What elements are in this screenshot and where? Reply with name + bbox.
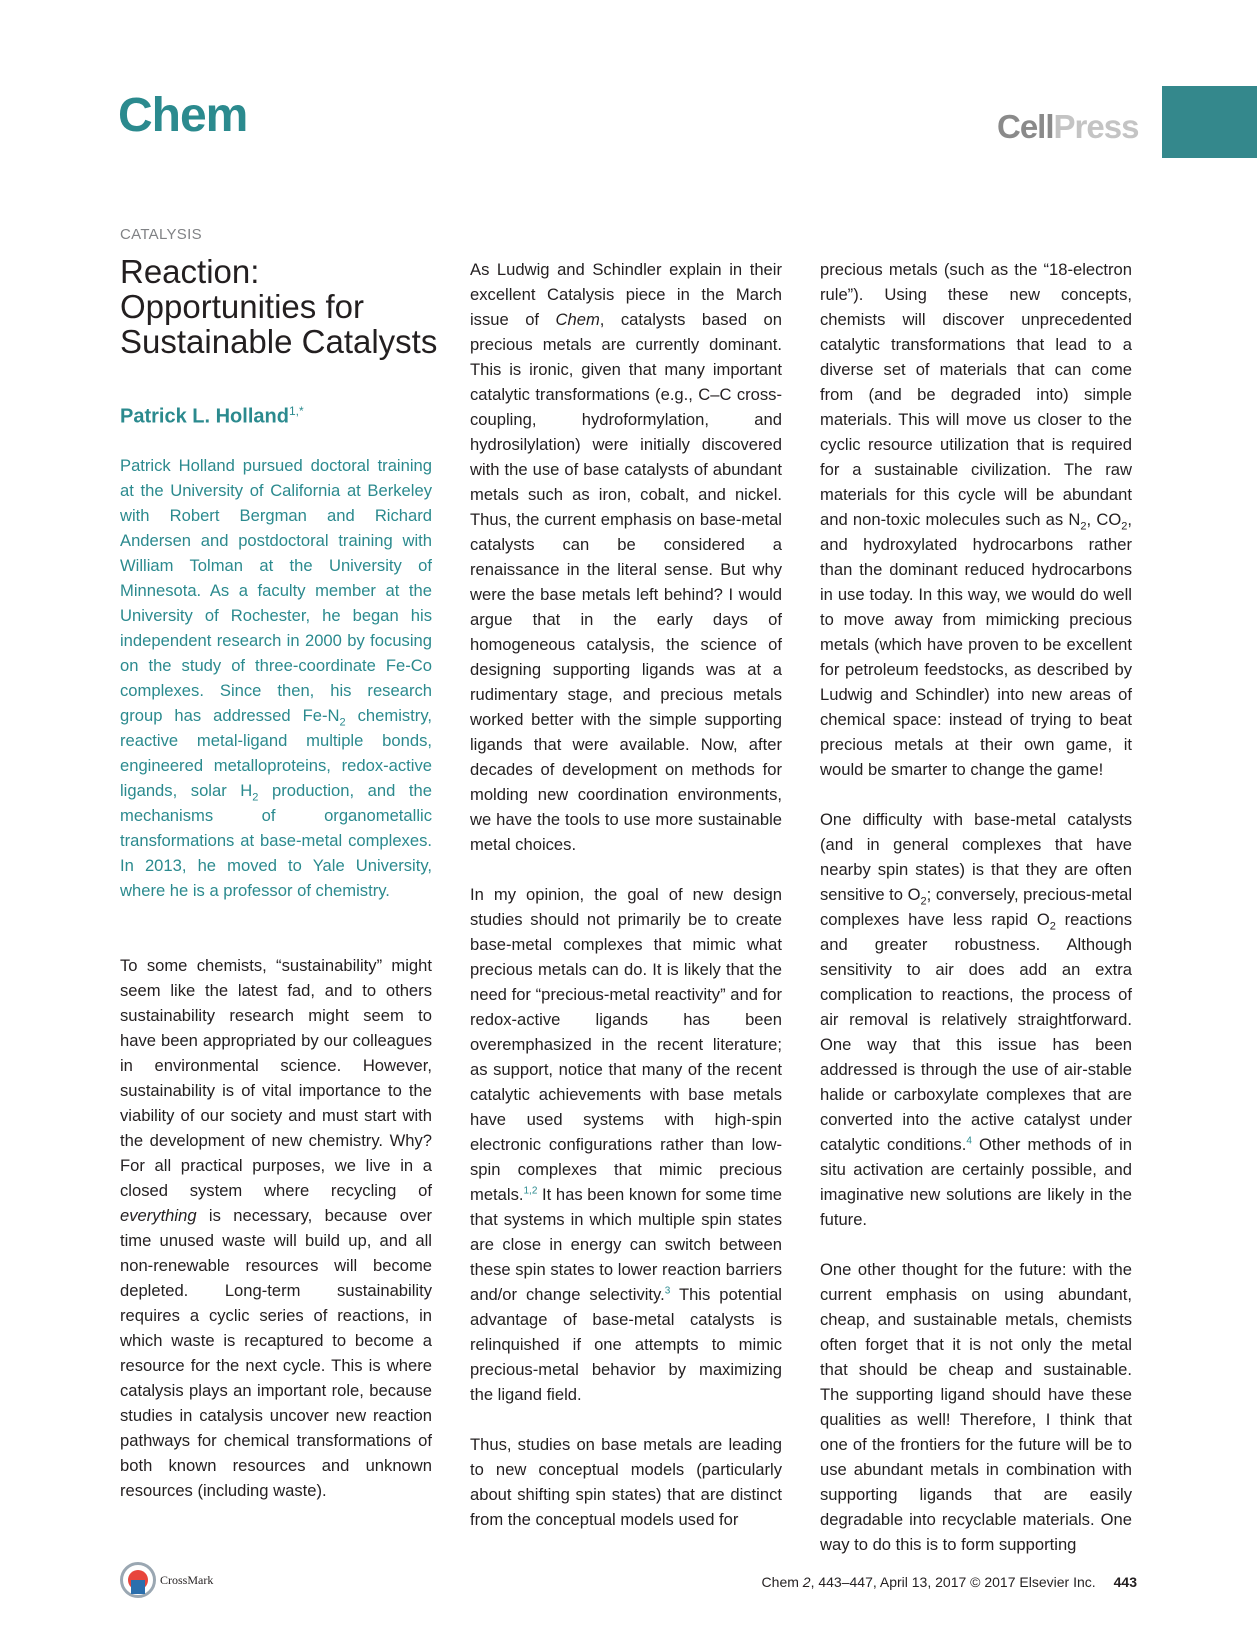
citation-pre: Chem bbox=[761, 1574, 803, 1590]
bio-part-1: Patrick Holland pursued doctoral training at the University of California at Berkeley with Robert Bergman and Richard Andersen and postdoctoral training with William Tolman at the University of Minnesota. As a faculty member at the University of Rochester, he began his independent research in 2000 by focusing on the study of three-coordinate Fe-Co complexes. Since then, his research group has addressed Fe-N bbox=[120, 456, 432, 725]
body-column-1 bbox=[120, 953, 432, 1503]
p5-text-c: , and hydroxylated hydrocarbons rather than the dominant reduced hydrocarbons in use today. In this way, we would do well to move away from mimicking precious metals (which have proven to be excellent for petroleum feedstocks, as described by Ludwig and Schindler) into new areas of chemical space: instead of trying to beat precious metals at their own game, it would be smarter to change the game! bbox=[820, 510, 1132, 779]
paragraph bbox=[470, 257, 782, 857]
paragraph bbox=[470, 882, 782, 1407]
p6-sub-2: 2 bbox=[1049, 920, 1056, 933]
paragraph bbox=[820, 257, 1132, 782]
crossmark-icon[interactable] bbox=[120, 1562, 156, 1598]
body-column-3 bbox=[820, 257, 1132, 1557]
article-title: Reaction: Opportunities for Sustainable Catalysts bbox=[120, 253, 438, 360]
reference-link[interactable]: 3 bbox=[664, 1285, 671, 1297]
paragraph bbox=[120, 953, 432, 1503]
page-footer bbox=[120, 1562, 1137, 1604]
p1-text-b: is necessary, because over time unused waste will build up, and all non-renewable resources will become depleted. Long-term sustainability requires a cyclic series of reactions, in which waste is recaptured to become a resource for the next cycle. This is where catalysis plays an important role, because studies in catalysis uncover new reaction pathways for chemical transformations of both known resources and unknown resources (including waste). bbox=[120, 1206, 432, 1500]
crossmark-label[interactable]: CrossMark bbox=[160, 1573, 214, 1587]
color-tab bbox=[1162, 86, 1257, 158]
p6-text-b: ; conversely, precious-metal complexes have less rapid O bbox=[820, 885, 1133, 929]
author-affiliation: 1,* bbox=[288, 404, 304, 418]
bio-part-2: chemistry, reactive metal-ligand multiple bonds, engineered metalloproteins, redox-active ligands, solar H bbox=[120, 706, 432, 800]
p6-text-c: reactions and greater robustness. Although sensitivity to air does add an extra complication to reactions, the process of air removal is relatively straightforward. One way that this issue has been addressed is through the use of air-stable halide or carboxylate complexes that are converted into the active catalyst under catalytic conditions. bbox=[820, 910, 1132, 1154]
p5-sub-2: 2 bbox=[1121, 520, 1128, 533]
p3-text-b: It has been known for some time that systems in which multiple spin states are close in energy can switch between these spin states to lower reaction barriers and/or change selectivity. bbox=[470, 1185, 782, 1304]
p1-text-a: To some chemists, “sustainability” might seem like the latest fad, and to others sustainability research might seem to have been appropriated by our colleagues in environmental science. However, sustainability is of vital importance to the viability of our society and must start with the development of new chemistry. Why? For all practical purposes, we live in a closed system where recycling of bbox=[120, 956, 432, 1200]
p2-text-a: As Ludwig and Schindler explain in their excellent Catalysis piece in the March issue of bbox=[470, 260, 782, 329]
author-bio bbox=[120, 453, 432, 903]
paragraph: Thus, studies on base metals are leading to new conceptual models (particularly about shifting spin states) that are distinct from the conceptual models used for bbox=[470, 1435, 782, 1529]
bio-sub-1: 2 bbox=[339, 716, 346, 729]
paragraph: One other thought for the future: with the current emphasis on using abundant, cheap, and sustainable metals, chemists often forget that it is not only the metal that should be cheap and sustainable. The supporting ligand should have these qualities as well! Therefore, I think that one of the frontiers for the future will be to use abundant metals in combination with supporting ligands that are easily degradable into recyclable materials. One way to do this is to form supporting bbox=[820, 1260, 1132, 1554]
bio-sub-2: 2 bbox=[252, 791, 259, 804]
author-name bbox=[120, 404, 304, 429]
reference-link[interactable]: 1,2 bbox=[523, 1185, 538, 1197]
p2-text-b: , catalysts based on precious metals are currently dominant. This is ironic, given that many important catalytic transformations (e.g., C–C cross-coupling, hydroformylation, and hydrosilylation) were initially discovered with the use of base catalysts of abundant metals such as iron, cobalt, and nickel. Thus, the current emphasis on base-metal catalysts can be considered a renaissance in the literal sense. But why were the base metals left behind? I would argue that in the early days of homogeneous catalysis, the science of designing supporting ligands was at a rudimentary stage, and precious metals worked better with the simple supporting ligands that were available. Now, after decades of development on methods for molding new coordination environments, we have the tools to use more sustainable metal choices. bbox=[470, 310, 782, 854]
p6-text-a: One difficulty with base-metal catalysts (and in general complexes that have nearby spin states) is that they are often sensitive to O bbox=[820, 810, 1132, 904]
p3-text-c: This potential advantage of base-metal catalysts is relinquished if one attempts to mimic precious-metal behavior by maximizing the ligand field. bbox=[470, 1285, 782, 1404]
publisher-logo-press: Press bbox=[1053, 108, 1139, 145]
p5-text-b: , CO bbox=[1086, 510, 1122, 529]
publisher-logo bbox=[997, 110, 1138, 143]
p3-text-a: In my opinion, the goal of new design studies should not primarily be to create base-metal complexes that mimic what precious metals can do. It is likely that the need for “precious-metal reactivity” and for redox-active ligands has been overemphasized in the recent literature; as support, notice that many of the recent catalytic achievements with base metals have used systems with high-spin electronic configurations rather than low-spin complexes that mimic precious metals. bbox=[470, 885, 782, 1204]
publisher-logo-cell: Cell bbox=[997, 108, 1054, 145]
p6-text-d: Other methods of in situ activation are certainly possible, and imaginative new solutions are likely in the future. bbox=[820, 1135, 1132, 1229]
bio-part-3: production, and the mechanisms of organometallic transformations at base-metal complexes. In 2013, he moved to Yale University, where he is a professor of chemistry. bbox=[120, 781, 432, 900]
p2-emphasis: Chem bbox=[555, 310, 600, 329]
reference-link[interactable]: 4 bbox=[966, 1135, 972, 1147]
p6-sub-1: 2 bbox=[920, 895, 927, 908]
body-column-2 bbox=[470, 257, 782, 1532]
p5-text-a: precious metals (such as the “18-electron rule”). Using these new concepts, chemists will discover unprecedented catalytic transformations that lead to a diverse set of materials that can come from (and be degraded into) simple materials. This will move us closer to the cyclic resource utilization that is required for a sustainable civilization. The raw materials for this cycle will be abundant and non-toxic molecules such as N bbox=[820, 260, 1132, 529]
citation-volume: 2 bbox=[802, 1574, 811, 1590]
journal-logo: Chem bbox=[118, 89, 248, 142]
p1-emphasis: everything bbox=[120, 1206, 197, 1225]
section-label: CATALYSIS bbox=[120, 226, 202, 243]
author-text: Patrick L. Holland bbox=[120, 405, 289, 428]
citation-post: , 443–447, April 13, 2017 © 2017 Elsevier Inc. bbox=[810, 1574, 1096, 1590]
p5-sub-1: 2 bbox=[1080, 520, 1087, 533]
citation bbox=[762, 1574, 1137, 1590]
paragraph bbox=[820, 807, 1132, 1232]
page-number: 443 bbox=[1113, 1574, 1137, 1590]
